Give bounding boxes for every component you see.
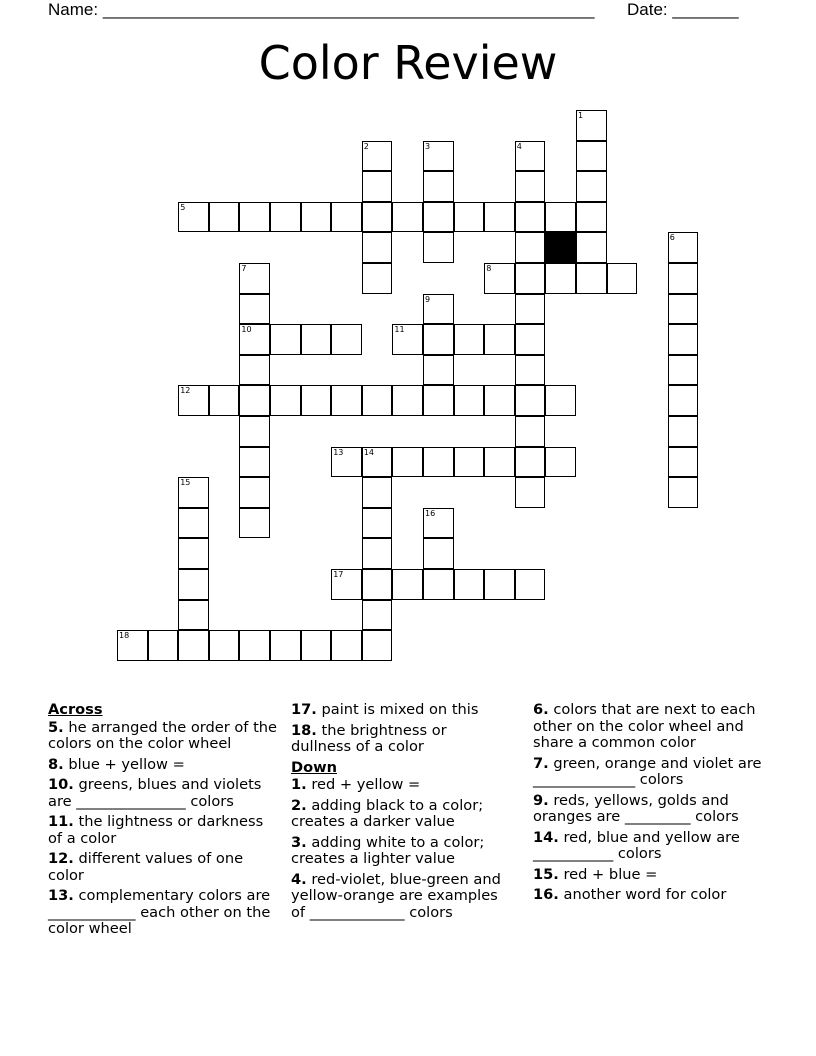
grid-cell[interactable] xyxy=(545,447,576,478)
grid-cell[interactable] xyxy=(423,538,454,569)
grid-cell[interactable] xyxy=(178,385,209,416)
grid-cell[interactable] xyxy=(668,416,699,447)
grid-cell[interactable] xyxy=(392,447,423,478)
clue-across-17 xyxy=(291,702,511,719)
grid-cell[interactable] xyxy=(423,171,454,202)
clue-text: red + yellow = xyxy=(311,776,421,793)
clue-number: 16. xyxy=(533,886,559,903)
grid-cell[interactable] xyxy=(515,141,546,172)
grid-cell[interactable] xyxy=(423,324,454,355)
grid-cell[interactable] xyxy=(392,324,423,355)
grid-cell[interactable] xyxy=(270,385,301,416)
clue-down-2 xyxy=(291,798,511,831)
clue-down-16 xyxy=(533,887,765,904)
grid-cell[interactable] xyxy=(239,263,270,294)
cell-number: 4 xyxy=(516,141,522,151)
clue-column-2 xyxy=(291,702,511,925)
grid-cell[interactable] xyxy=(515,569,546,600)
grid-cell[interactable] xyxy=(668,324,699,355)
cell-number: 7 xyxy=(241,264,247,273)
cell-number: 17 xyxy=(333,570,344,579)
clue-across-10 xyxy=(48,777,280,810)
grid-cell[interactable] xyxy=(239,630,270,661)
cell-number: 3 xyxy=(425,141,431,151)
grid-cell[interactable] xyxy=(362,508,393,539)
cell-number: 9 xyxy=(425,294,431,304)
clue-across-18 xyxy=(291,723,511,756)
grid-cell[interactable] xyxy=(576,110,607,141)
clue-number: 10. xyxy=(48,776,74,793)
clue-text: complementary colors are ____________ each other on the color wheel xyxy=(48,887,271,937)
clue-number: 8. xyxy=(48,755,64,773)
name-field[interactable] xyxy=(48,0,594,20)
clue-number: 18. xyxy=(291,721,317,739)
black-cell xyxy=(545,232,576,263)
grid-cell[interactable] xyxy=(239,355,270,386)
grid-cell[interactable] xyxy=(331,324,362,355)
date-field[interactable] xyxy=(627,0,739,20)
clue-number: 1. xyxy=(291,776,307,793)
grid-cell[interactable] xyxy=(362,263,393,294)
grid-cell[interactable] xyxy=(148,630,179,661)
cell-number: 12 xyxy=(180,386,191,396)
clue-down-4 xyxy=(291,872,511,922)
clue-number: 15. xyxy=(533,865,559,883)
grid-cell[interactable] xyxy=(515,202,546,233)
grid-cell[interactable] xyxy=(392,569,423,600)
cell-number: 10 xyxy=(241,325,252,335)
clue-number: 4. xyxy=(291,870,307,888)
clue-across-12 xyxy=(48,851,280,884)
grid-cell[interactable] xyxy=(668,385,699,416)
clue-down-15 xyxy=(533,867,765,884)
grid-cell[interactable] xyxy=(362,232,393,263)
cell-number: 8 xyxy=(486,264,492,273)
grid-cell[interactable] xyxy=(515,171,546,202)
grid-cell[interactable] xyxy=(239,385,270,416)
grid-cell[interactable] xyxy=(515,385,546,416)
grid-cell[interactable] xyxy=(392,385,423,416)
date-line: _______ xyxy=(672,0,739,19)
grid-cell[interactable] xyxy=(301,202,332,233)
grid-cell[interactable] xyxy=(515,324,546,355)
grid-cell[interactable] xyxy=(178,202,209,233)
grid-cell[interactable] xyxy=(454,324,485,355)
grid-cell[interactable] xyxy=(239,324,270,355)
clue-text: green, orange and violet are ______________ colors xyxy=(533,754,762,788)
clue-text: the lightness or darkness of a color xyxy=(48,813,264,847)
clue-text: greens, blues and violets are _______________ colors xyxy=(48,776,262,810)
name-label: Name: xyxy=(48,0,99,19)
grid-cell[interactable] xyxy=(239,477,270,508)
clue-down-1 xyxy=(291,777,511,794)
grid-cell[interactable] xyxy=(239,447,270,478)
grid-cell[interactable] xyxy=(270,630,301,661)
grid-cell[interactable] xyxy=(331,385,362,416)
clue-number: 14. xyxy=(533,828,559,846)
grid-cell[interactable] xyxy=(484,263,515,294)
clue-number: 7. xyxy=(533,754,549,772)
grid-cell[interactable] xyxy=(239,416,270,447)
cell-number: 13 xyxy=(333,447,344,457)
clue-down-6 xyxy=(533,702,765,752)
grid-cell[interactable] xyxy=(270,202,301,233)
clue-number: 2. xyxy=(291,796,307,814)
grid-cell[interactable] xyxy=(454,202,485,233)
grid-cell[interactable] xyxy=(423,294,454,325)
clue-number: 11. xyxy=(48,813,74,830)
grid-cell[interactable] xyxy=(545,263,576,294)
down-heading: Down xyxy=(291,758,338,776)
clue-text: adding white to a color; creates a lighter value xyxy=(291,833,485,867)
cell-number: 18 xyxy=(119,631,130,641)
grid-cell[interactable] xyxy=(392,202,423,233)
grid-cell[interactable] xyxy=(545,202,576,233)
grid-cell[interactable] xyxy=(362,171,393,202)
grid-cell[interactable] xyxy=(515,355,546,386)
grid-cell[interactable] xyxy=(515,447,546,478)
grid-cell[interactable] xyxy=(362,141,393,172)
grid-cell[interactable] xyxy=(668,263,699,294)
clue-text: red, blue and yellow are ___________ colors xyxy=(533,828,740,862)
page-title: Color Review xyxy=(258,36,558,90)
grid-cell[interactable] xyxy=(178,630,209,661)
grid-cell[interactable] xyxy=(484,202,515,233)
clue-text: reds, yellows, golds and oranges are _________ colors xyxy=(533,791,739,825)
date-label: Date: xyxy=(627,0,668,19)
cell-number: 2 xyxy=(363,141,369,151)
grid-cell[interactable] xyxy=(362,477,393,508)
grid-cell[interactable] xyxy=(331,202,362,233)
grid-cell[interactable] xyxy=(423,447,454,478)
clue-text: adding black to a color; creates a darker value xyxy=(291,796,484,830)
clue-text: he arranged the order of the colors on the color wheel xyxy=(48,718,278,752)
clue-text: the brightness or dullness of a color xyxy=(291,721,447,755)
grid-cell[interactable] xyxy=(515,294,546,325)
grid-cell[interactable] xyxy=(178,508,209,539)
clue-number: 6. xyxy=(533,701,549,718)
grid-cell[interactable] xyxy=(576,171,607,202)
grid-cell[interactable] xyxy=(117,630,148,661)
grid-cell[interactable] xyxy=(178,538,209,569)
clue-down-9 xyxy=(533,793,765,826)
clue-number: 3. xyxy=(291,833,307,851)
grid-cell[interactable] xyxy=(362,630,393,661)
clue-across-8 xyxy=(48,757,280,774)
grid-cell[interactable] xyxy=(454,447,485,478)
grid-cell[interactable] xyxy=(331,569,362,600)
grid-cell[interactable] xyxy=(454,569,485,600)
clue-column-3 xyxy=(533,702,765,908)
name-line: ____________________________________________________ xyxy=(102,0,595,19)
cell-number: 14 xyxy=(363,447,374,457)
grid-cell[interactable] xyxy=(270,324,301,355)
clue-number: 12. xyxy=(48,850,74,867)
grid-cell[interactable] xyxy=(362,447,393,478)
grid-cell[interactable] xyxy=(515,232,546,263)
grid-cell[interactable] xyxy=(668,477,699,508)
grid-cell[interactable] xyxy=(668,447,699,478)
grid-cell[interactable] xyxy=(362,385,393,416)
cell-number: 15 xyxy=(180,478,191,488)
grid-cell[interactable] xyxy=(423,141,454,172)
clue-text: different values of one color xyxy=(48,850,244,884)
clue-across-11 xyxy=(48,814,280,847)
grid-cell[interactable] xyxy=(209,385,240,416)
grid-cell[interactable] xyxy=(362,202,393,233)
clue-text: blue + yellow = xyxy=(68,755,185,773)
cell-number: 5 xyxy=(180,202,186,212)
grid-cell[interactable] xyxy=(515,263,546,294)
cell-number: 6 xyxy=(669,233,675,243)
clue-text: red + blue = xyxy=(563,865,658,883)
grid-cell[interactable] xyxy=(362,600,393,631)
clue-down-14 xyxy=(533,830,765,863)
grid-cell[interactable] xyxy=(331,447,362,478)
grid-cell[interactable] xyxy=(178,569,209,600)
grid-cell[interactable] xyxy=(239,294,270,325)
grid-cell[interactable] xyxy=(668,232,699,263)
grid-cell[interactable] xyxy=(239,508,270,539)
clue-down-3 xyxy=(291,835,511,868)
grid-cell[interactable] xyxy=(668,355,699,386)
grid-cell[interactable] xyxy=(239,202,270,233)
grid-cell[interactable] xyxy=(423,232,454,263)
across-heading: Across xyxy=(48,701,103,718)
grid-cell[interactable] xyxy=(484,385,515,416)
clue-column-1 xyxy=(48,702,280,942)
grid-cell[interactable] xyxy=(331,630,362,661)
grid-cell[interactable] xyxy=(576,232,607,263)
grid-cell[interactable] xyxy=(484,324,515,355)
clue-number: 9. xyxy=(533,791,549,809)
grid-cell[interactable] xyxy=(576,141,607,172)
grid-cell[interactable] xyxy=(362,538,393,569)
grid-cell[interactable] xyxy=(576,202,607,233)
clue-text: another word for color xyxy=(563,886,727,903)
grid-cell[interactable] xyxy=(362,569,393,600)
grid-cell[interactable] xyxy=(515,477,546,508)
grid-cell[interactable] xyxy=(484,569,515,600)
grid-cell[interactable] xyxy=(576,263,607,294)
grid-cell[interactable] xyxy=(178,600,209,631)
grid-cell[interactable] xyxy=(423,355,454,386)
grid-cell[interactable] xyxy=(209,630,240,661)
cell-number: 1 xyxy=(578,111,584,120)
grid-cell[interactable] xyxy=(301,324,332,355)
grid-cell[interactable] xyxy=(454,385,485,416)
clue-number: 13. xyxy=(48,887,74,904)
grid-cell[interactable] xyxy=(484,447,515,478)
grid-cell[interactable] xyxy=(423,202,454,233)
clue-text: red-violet, blue-green and yellow-orange are examples of _____________ colors xyxy=(291,870,501,921)
grid-cell[interactable] xyxy=(178,477,209,508)
clue-across-5 xyxy=(48,720,280,753)
clue-number: 5. xyxy=(48,718,64,736)
grid-cell[interactable] xyxy=(423,508,454,539)
cell-number: 11 xyxy=(394,325,405,335)
clue-across-13 xyxy=(48,888,280,938)
clue-down-7 xyxy=(533,756,765,789)
clue-number: 17. xyxy=(291,701,317,718)
cell-number: 16 xyxy=(425,508,436,518)
grid-cell[interactable] xyxy=(423,569,454,600)
grid-cell[interactable] xyxy=(668,294,699,325)
grid-cell[interactable] xyxy=(209,202,240,233)
grid-cell[interactable] xyxy=(301,630,332,661)
grid-cell[interactable] xyxy=(515,416,546,447)
grid-cell[interactable] xyxy=(607,263,638,294)
clue-text: paint is mixed on this xyxy=(321,701,479,718)
grid-cell[interactable] xyxy=(301,385,332,416)
grid-cell[interactable] xyxy=(545,385,576,416)
clue-text: colors that are next to each other on the color wheel and share a common color xyxy=(533,701,756,751)
grid-cell[interactable] xyxy=(423,385,454,416)
